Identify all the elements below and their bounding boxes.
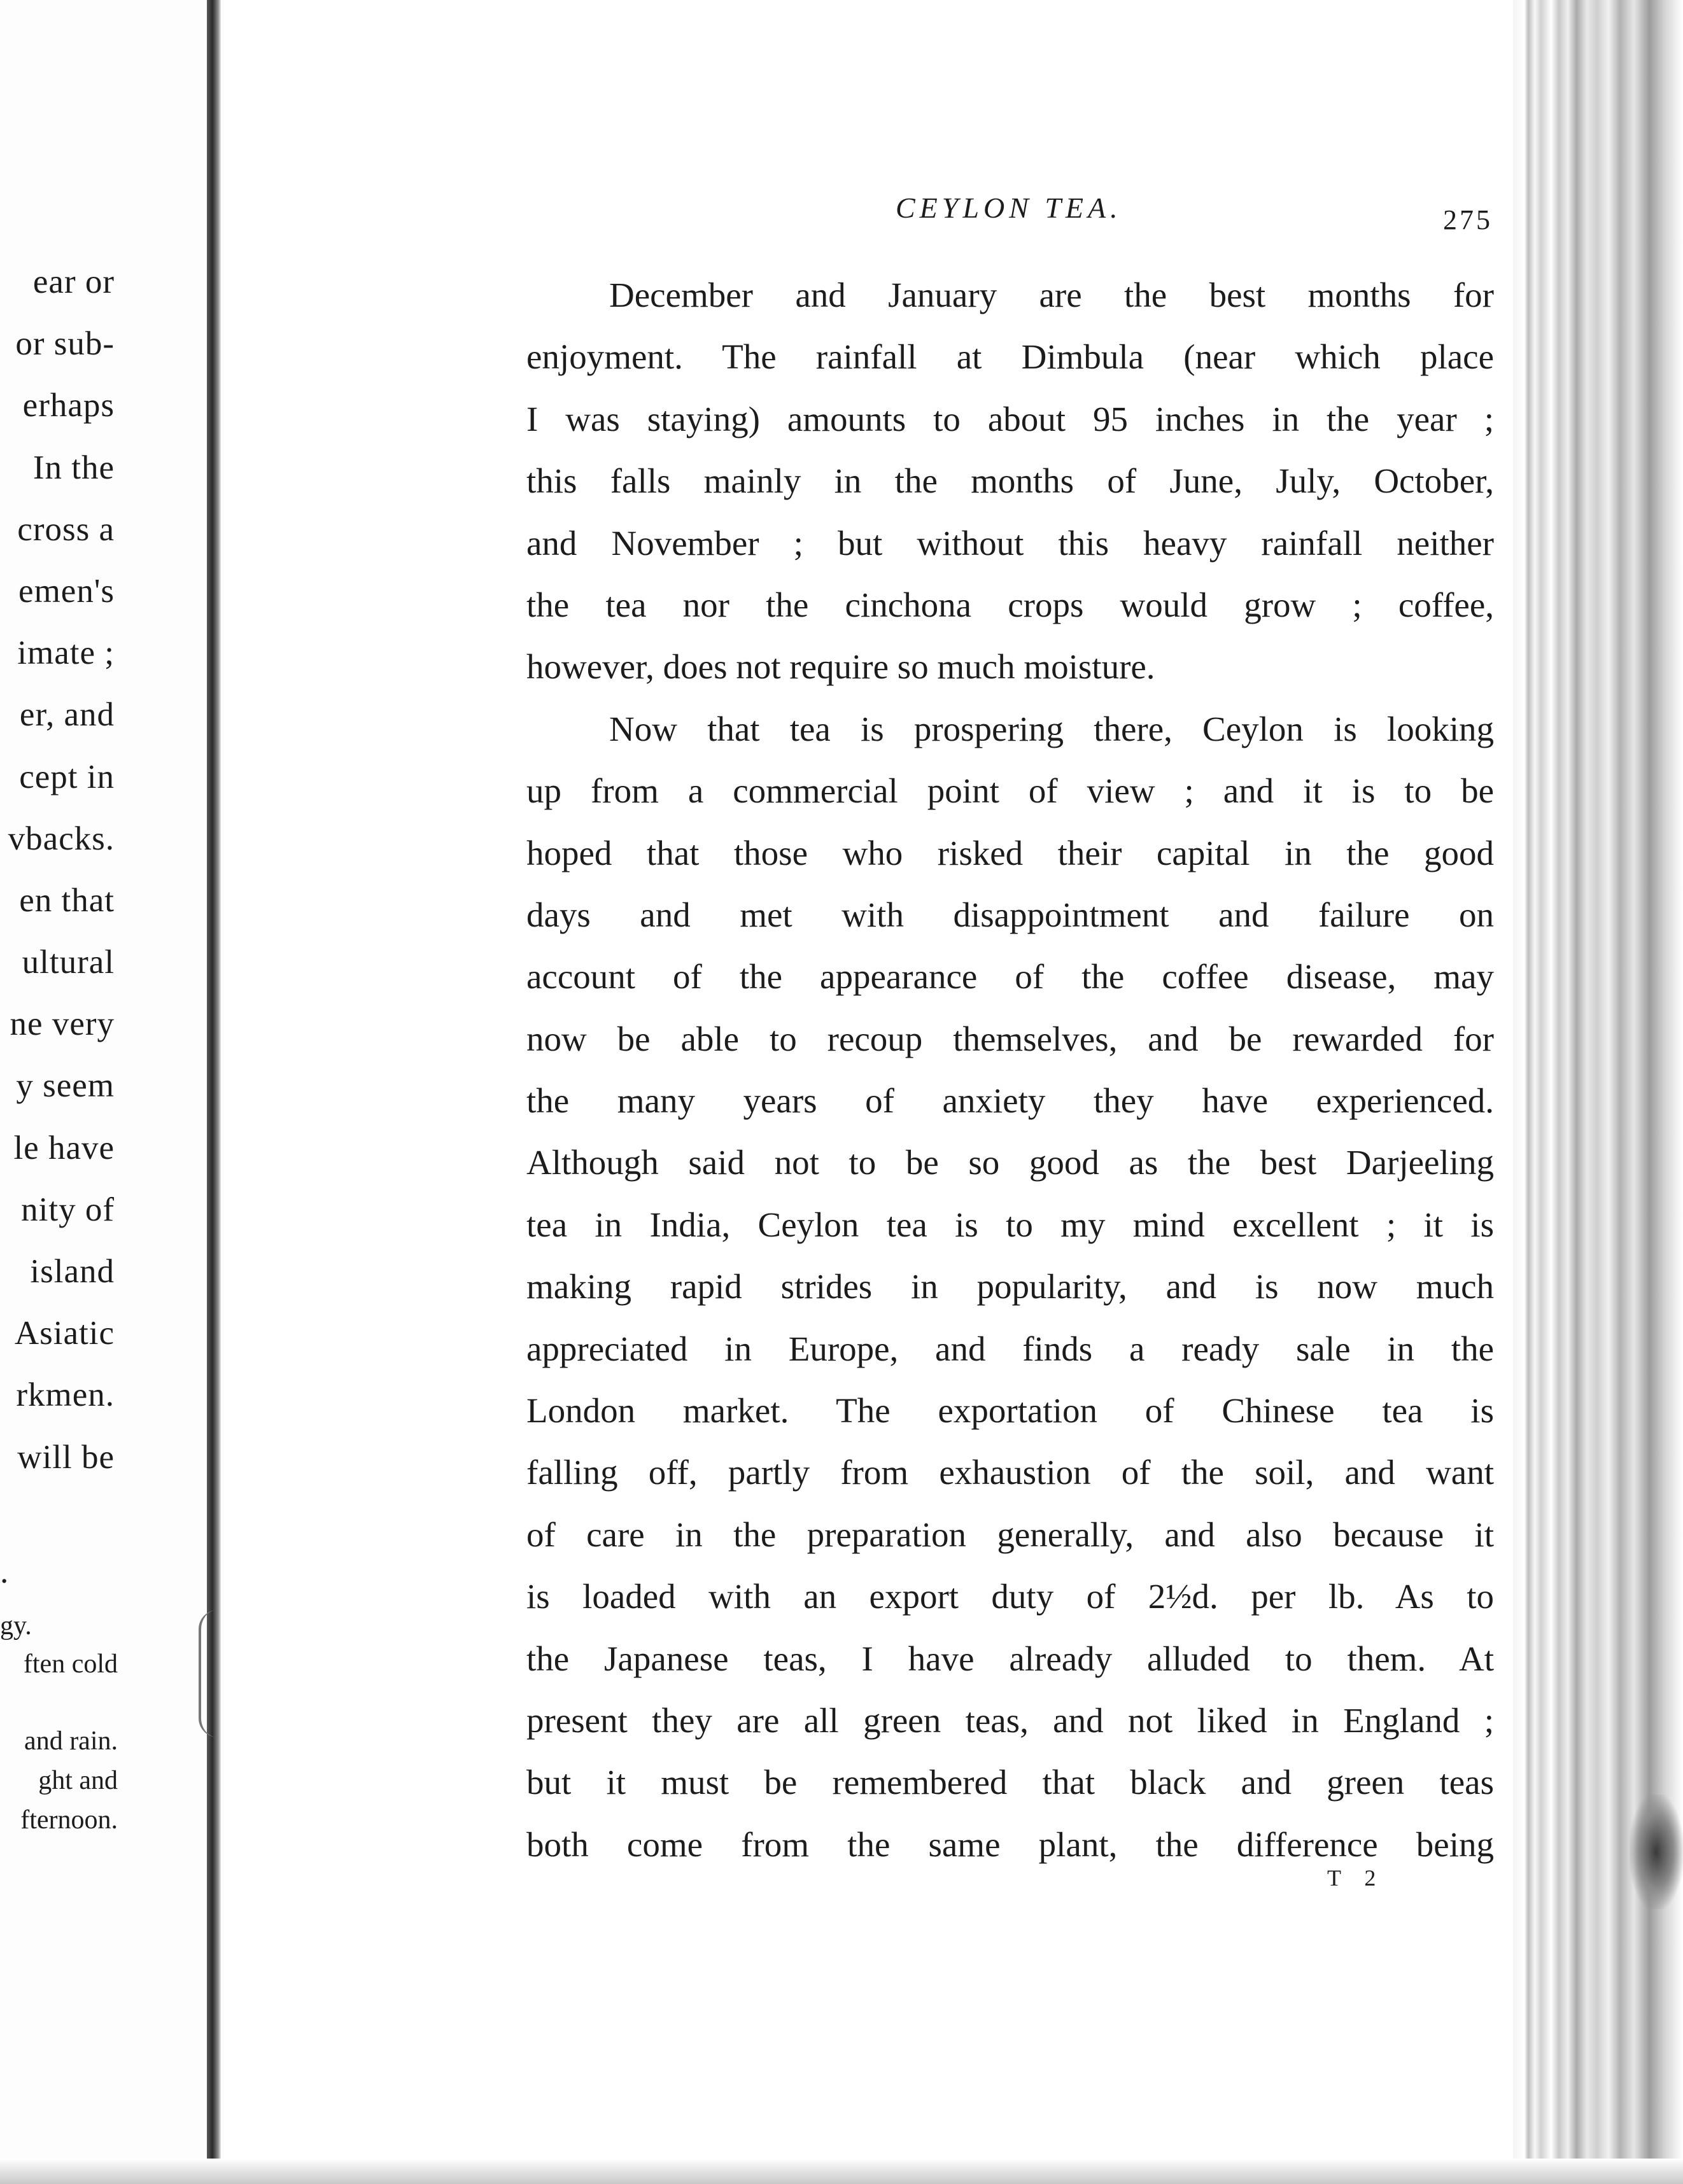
facing-page-line: island <box>30 1253 115 1290</box>
facing-page-line: vbacks. <box>8 820 115 857</box>
text-line: up from a commercial point of view ; and it is to be <box>526 771 1494 811</box>
facing-page-line: y seem <box>16 1067 115 1105</box>
text-line: London market. The exportation of Chinese tea is <box>526 1391 1494 1431</box>
text-line: Although said not to be so good as the best Darjeeling <box>526 1143 1494 1182</box>
page-number: 275 <box>1443 204 1493 235</box>
facing-page-line: er, and <box>19 696 115 734</box>
book-page <box>221 0 1513 2184</box>
facing-page-line: or sub- <box>15 325 115 363</box>
facing-page-note-line: ften cold <box>23 1649 118 1679</box>
text-line: the many years of anxiety they have experienced. <box>526 1081 1494 1121</box>
text-line: is loaded with an export duty of 2½d. per lb. As to <box>526 1577 1494 1616</box>
running-head: CEYLON TEA. <box>896 192 1122 224</box>
text-line: appreciated in Europe, and finds a ready sale in the <box>526 1329 1494 1368</box>
text-line: making rapid strides in popularity, and is now much <box>526 1267 1494 1306</box>
facing-page-line: rkmen. <box>16 1376 115 1414</box>
text-line: and November ; but without this heavy rainfall neither <box>526 523 1494 563</box>
text-line: days and met with disappointment and failure on <box>526 895 1494 934</box>
text-line: now be able to recoup themselves, and be rewarded for <box>526 1019 1494 1058</box>
text-line: account of the appearance of the coffee disease, may <box>526 957 1494 997</box>
text-line: of care in the preparation generally, and also because it <box>526 1515 1494 1554</box>
text-line: present they are all green teas, and not liked in England ; <box>526 1700 1494 1740</box>
facing-page-note-line: ght and <box>38 1766 118 1795</box>
facing-page-line: Asiatic <box>14 1315 115 1352</box>
facing-page-note-line: fternoon. <box>20 1805 118 1835</box>
edge-smudge <box>1630 1795 1683 1909</box>
facing-page-line: cross a <box>17 510 115 548</box>
signature-mark: T 2 <box>1327 1865 1385 1891</box>
text-line: both come from the same plant, the difference being <box>526 1824 1494 1864</box>
text-line: but it must be remembered that black and green teas <box>526 1763 1494 1802</box>
facing-page-fragment <box>0 0 210 2184</box>
facing-page-line: cept in <box>19 758 115 795</box>
facing-page-line: imate ; <box>17 634 115 672</box>
text-line: this falls mainly in the months of June, July, October, <box>526 461 1494 501</box>
text-line: December and January are the best months for <box>609 276 1494 314</box>
facing-page-line: will be <box>17 1438 115 1476</box>
text-line: the Japanese teas, I have already alluded to them. At <box>526 1639 1494 1678</box>
facing-page-line: ear or <box>32 263 115 300</box>
text-line: tea in India, Ceylon tea is to my mind excellent ; it is <box>526 1205 1494 1244</box>
text-line: I was staying) amounts to about 95 inches in the year ; <box>526 399 1494 438</box>
facing-page-line: nity of <box>21 1191 115 1228</box>
page-curl-mark <box>199 1610 220 1737</box>
facing-page-line: erhaps <box>22 387 115 424</box>
page-body-text <box>526 264 1494 1875</box>
facing-page-line: le have <box>13 1129 115 1166</box>
text-line: falling off, partly from exhaustion of the soil, and want <box>526 1453 1494 1492</box>
text-line: the tea nor the cinchona crops would grow ; coffee, <box>526 585 1494 624</box>
facing-page-note-line: gy. <box>0 1611 32 1641</box>
facing-page-text <box>0 251 115 1488</box>
facing-page-line: ne very <box>10 1005 115 1043</box>
book-gutter <box>207 0 221 2184</box>
bottom-shadow <box>0 2159 1683 2184</box>
text-line: hoped that those who risked their capital in the good <box>526 833 1494 872</box>
text-line: Now that tea is prospering there, Ceylon is looking <box>609 709 1494 748</box>
facing-page-dot: . <box>0 1553 9 1590</box>
facing-page-note-line: and rain. <box>24 1726 118 1756</box>
facing-page-line: en that <box>19 881 115 919</box>
facing-page-line: ultural <box>22 944 115 981</box>
facing-page-line: emen's <box>18 572 115 610</box>
text-line: enjoyment. The rainfall at Dimbula (near which place <box>526 337 1494 377</box>
facing-page-line: In the <box>32 449 115 486</box>
facing-page-notes <box>0 1610 118 1840</box>
text-line: however, does not require so much moisture. <box>526 647 1155 687</box>
